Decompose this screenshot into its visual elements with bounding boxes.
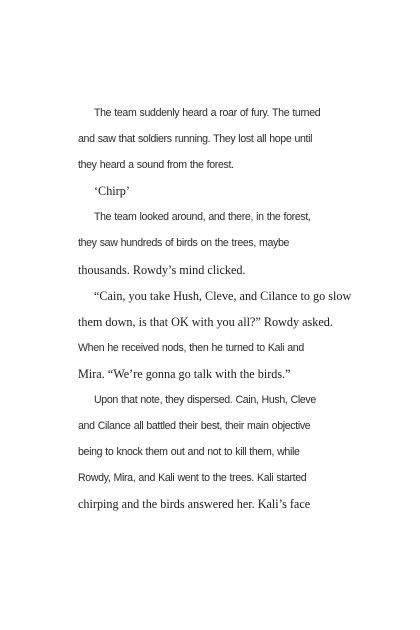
text-line: them down, is that OK with you all?” Rowdy asked. <box>78 314 333 329</box>
text-line: they heard a sound from the forest. <box>78 159 234 172</box>
body-text <box>78 103 350 521</box>
text-line: and Cilance all battled their best, their main objective <box>78 420 311 433</box>
text-line: thousands. Rowdy’s mind clicked. <box>78 262 246 277</box>
text-line: The team suddenly heard a roar of fury. The turned <box>94 107 321 119</box>
text-line: Mira. “We’re gonna go talk with the birds.” <box>78 366 291 381</box>
text-line: Upon that note, they dispersed. Cain, Hush, Cleve <box>94 394 316 407</box>
text-line: chirping and the birds answered her. Kali’s face <box>78 497 311 512</box>
text-line: When he received nods, then he turned to Kali and <box>78 341 304 354</box>
text-line: being to knock them out and not to kill them, while <box>78 446 300 459</box>
text-line: ‘Chirp’ <box>94 184 130 199</box>
text-line: “Cain, you take Hush, Cleve, and Cilance to go slow <box>94 288 352 303</box>
text-line: they saw hundreds of birds on the trees, maybe <box>78 237 290 250</box>
text-line: and saw that soldiers running. They lost all hope until <box>78 133 313 146</box>
text-line: Rowdy, Mira, and Kali went to the trees. Kali started <box>78 472 307 485</box>
text-line: The team looked around, and there, in the forest, <box>94 211 311 224</box>
